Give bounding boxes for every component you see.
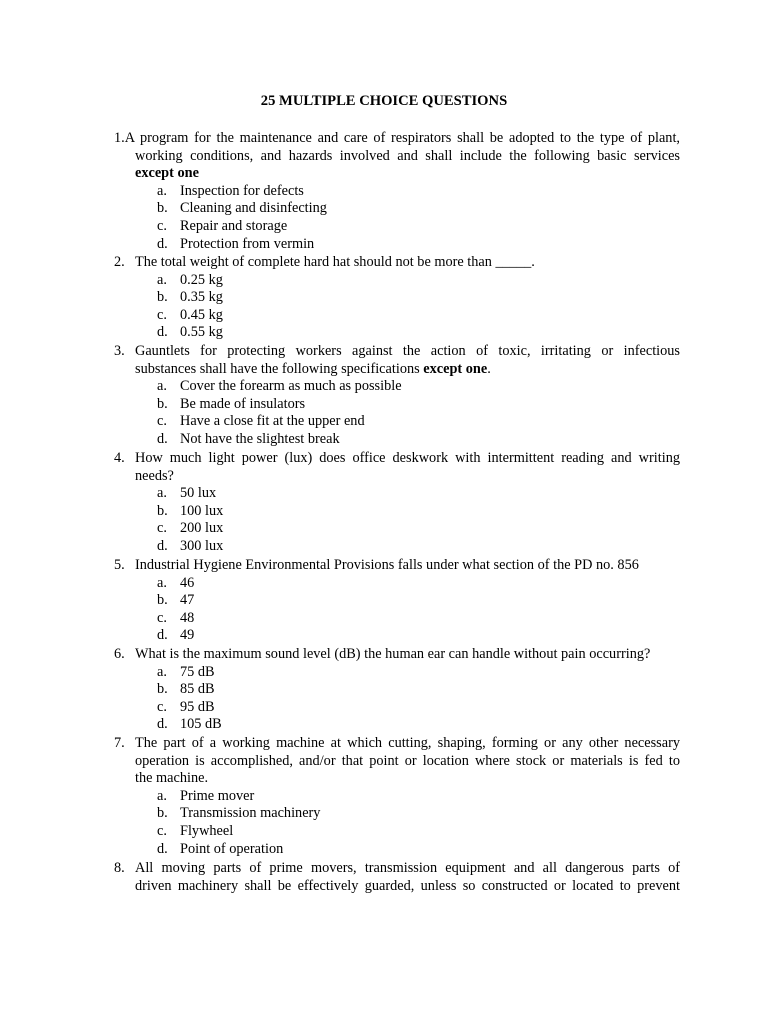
option-text: Inspection for defects [180, 182, 304, 199]
option-text: Prime mover [180, 787, 255, 804]
question-number: 1. [114, 130, 125, 146]
option-letter: c. [157, 413, 167, 430]
option-list [114, 272, 680, 342]
question-3 [114, 343, 680, 449]
question-7 [114, 735, 680, 858]
question-line: driven machinery shall be effectively guarded, unless so constructed or located to prevent [135, 877, 680, 894]
option-item [114, 788, 680, 806]
question-line [114, 361, 680, 379]
question-line: the machine. [135, 770, 209, 787]
option-item [114, 538, 680, 556]
option-item [114, 324, 680, 342]
option-letter: a. [157, 485, 167, 502]
option-letter: c. [157, 217, 167, 234]
option-letter: b. [157, 200, 168, 217]
option-text: 300 lux [180, 537, 224, 554]
option-item [114, 575, 680, 593]
option-item [114, 841, 680, 859]
question-number: 4. [114, 450, 125, 466]
question-emphasis: except one [423, 360, 488, 377]
option-letter: d. [157, 235, 168, 252]
option-item [114, 520, 680, 538]
option-text: 0.45 kg [180, 306, 223, 323]
option-item [114, 681, 680, 699]
question-number: 3. [114, 343, 125, 359]
question-number: 8. [114, 860, 125, 876]
question-text: The total weight of complete hard hat should not be more than _____. [135, 254, 535, 270]
question-emphasis: except one [135, 165, 199, 182]
option-item [114, 183, 680, 201]
question-text: substances shall have the following specifications [135, 360, 420, 377]
question-line [114, 557, 680, 575]
option-letter: c. [157, 698, 167, 715]
question-line: needs? [135, 467, 174, 484]
option-text: 49 [180, 627, 195, 644]
option-text: 200 lux [180, 520, 224, 537]
option-letter: d. [157, 324, 168, 341]
question-text: Gauntlets for protecting workers against the action of toxic, irritating or infectious [135, 343, 680, 359]
page-title: 25 MULTIPLE CHOICE QUESTIONS [260, 93, 508, 109]
question-text: The part of a working machine at which cutting, shaping, forming or any other necessary [135, 735, 680, 751]
question-number: 7. [114, 735, 125, 751]
option-letter: b. [157, 289, 168, 306]
option-item [114, 592, 680, 610]
option-text: Not have the slightest break [180, 430, 340, 447]
option-item [114, 627, 680, 645]
option-text: Be made of insulators [180, 395, 306, 412]
option-item [114, 610, 680, 628]
option-letter: b. [157, 592, 168, 609]
option-text: 47 [180, 592, 195, 609]
option-letter: d. [157, 537, 168, 554]
question-line: operation is accomplished, and/or that point or location where stock or materials is fed to [135, 752, 680, 769]
option-letter: c. [157, 822, 167, 839]
question-text: A program for the maintenance and care of respirators shall be adopted to the type of plant, [124, 130, 680, 146]
option-item [114, 307, 680, 325]
option-item [114, 396, 680, 414]
option-item [114, 413, 680, 431]
option-letter: a. [157, 271, 167, 288]
question-line [114, 735, 680, 753]
question-line [114, 130, 680, 148]
option-item [114, 218, 680, 236]
question-line [114, 646, 680, 664]
question-text: All moving parts of prime movers, transmission equipment and all dangerous parts of [135, 860, 680, 876]
option-text: 105 dB [180, 716, 222, 733]
option-text: Protection from vermin [180, 235, 315, 252]
option-list [114, 788, 680, 858]
question-2 [114, 254, 680, 342]
option-item [114, 664, 680, 682]
question-4 [114, 450, 680, 556]
option-letter: c. [157, 306, 167, 323]
option-text: Cleaning and disinfecting [180, 200, 327, 217]
option-text: 0.55 kg [180, 324, 223, 341]
question-text: Industrial Hygiene Environmental Provisions falls under what section of the PD no. 856 [135, 557, 639, 573]
option-letter: b. [157, 681, 168, 698]
option-text: Have a close fit at the upper end [180, 413, 365, 430]
option-letter: b. [157, 805, 168, 822]
option-list [114, 378, 680, 448]
option-text: Transmission machinery [180, 805, 321, 822]
option-letter: b. [157, 395, 168, 412]
option-letter: a. [157, 378, 167, 395]
option-item [114, 272, 680, 290]
option-text: 75 dB [180, 663, 215, 680]
option-text: 46 [180, 574, 195, 591]
option-letter: c. [157, 520, 167, 537]
option-letter: b. [157, 502, 168, 519]
option-item [114, 485, 680, 503]
question-5 [114, 557, 680, 645]
question-line: working conditions, and hazards involved and shall include the following basic services [135, 147, 680, 164]
option-letter: d. [157, 716, 168, 733]
question-line [114, 860, 680, 878]
option-letter: a. [157, 663, 167, 680]
option-text: 48 [180, 609, 195, 626]
question-line [114, 450, 680, 468]
option-list [114, 183, 680, 253]
option-letter: a. [157, 787, 167, 804]
option-text: 85 dB [180, 681, 215, 698]
question-line [114, 165, 680, 183]
option-item [114, 805, 680, 823]
option-item [114, 823, 680, 841]
option-item [114, 289, 680, 307]
question-text: How much light power (lux) does office deskwork with intermittent reading and writing [135, 450, 680, 466]
option-letter: c. [157, 609, 167, 626]
question-6 [114, 646, 680, 734]
option-text: Flywheel [180, 822, 234, 839]
question-number: 2. [114, 254, 125, 270]
option-item [114, 378, 680, 396]
question-tail: . [487, 360, 491, 377]
option-letter: d. [157, 627, 168, 644]
option-item [114, 699, 680, 717]
option-text: Point of operation [180, 840, 284, 857]
option-item [114, 236, 680, 254]
question-1 [114, 130, 680, 253]
question-text: What is the maximum sound level (dB) the human ear can handle without pain occurring? [135, 646, 651, 662]
option-text: 95 dB [180, 698, 215, 715]
option-item [114, 716, 680, 734]
question-8 [114, 860, 680, 895]
question-number: 5. [114, 557, 125, 573]
option-letter: a. [157, 574, 167, 591]
option-text: 50 lux [180, 485, 217, 502]
option-letter: d. [157, 840, 168, 857]
option-item [114, 200, 680, 218]
option-list [114, 575, 680, 645]
option-item [114, 431, 680, 449]
option-list [114, 664, 680, 734]
option-text: 100 lux [180, 502, 224, 519]
option-letter: d. [157, 430, 168, 447]
option-list [114, 485, 680, 555]
question-line [114, 254, 680, 272]
option-letter: a. [157, 182, 167, 199]
question-number: 6. [114, 646, 125, 662]
option-text: Repair and storage [180, 217, 288, 234]
question-line [114, 343, 680, 361]
option-text: 0.35 kg [180, 289, 223, 306]
option-text: Cover the forearm as much as possible [180, 378, 402, 395]
option-item [114, 503, 680, 521]
option-text: 0.25 kg [180, 271, 223, 288]
